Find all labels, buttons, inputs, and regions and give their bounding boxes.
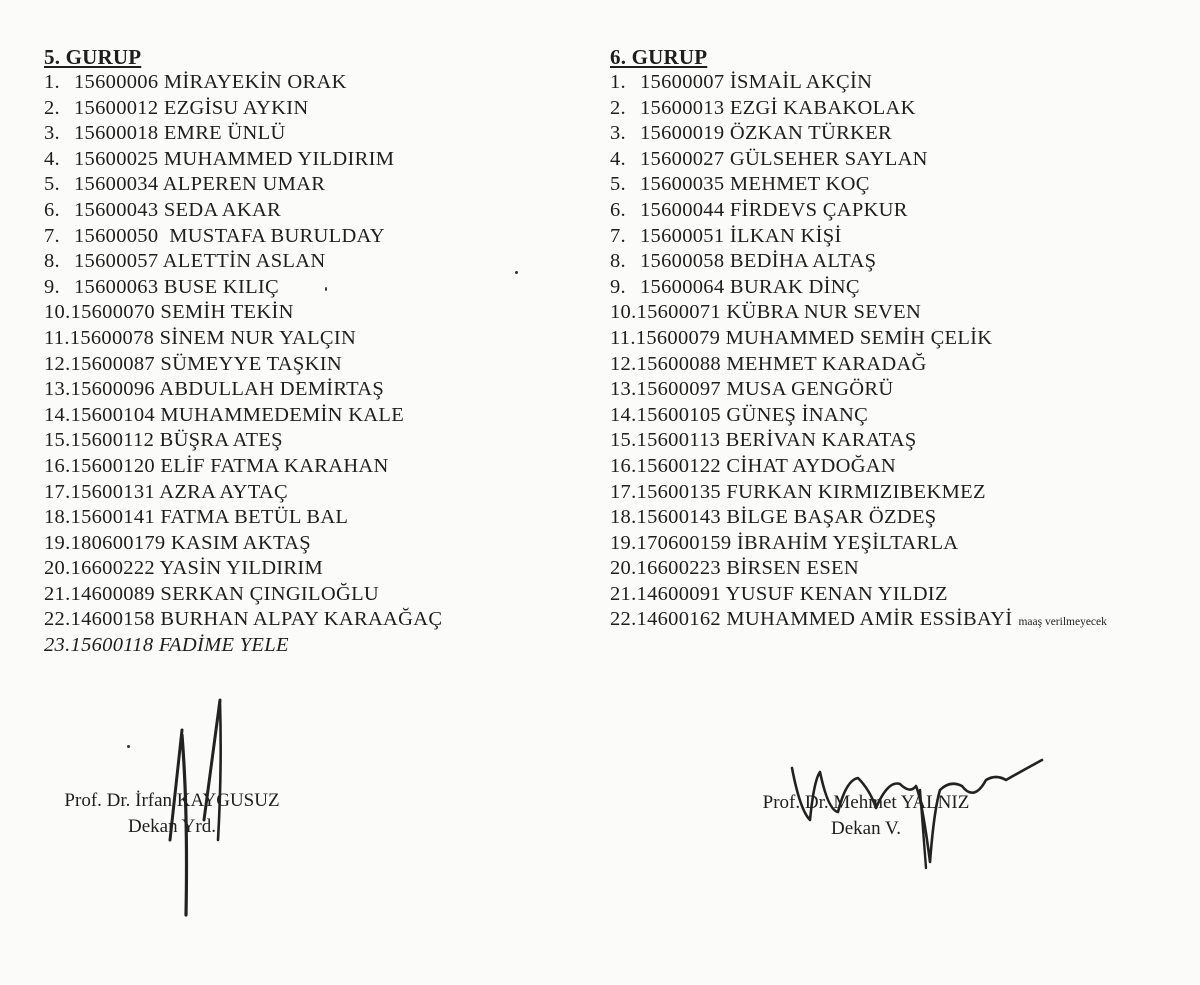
student-name: YASİN YILDIRIM — [159, 557, 324, 580]
group-5-student-row — [44, 377, 584, 403]
student-number: 15600071 — [636, 301, 721, 324]
group-5-student-row — [44, 121, 584, 147]
student-number: 15600063 — [74, 275, 159, 298]
row-number: 14. — [610, 403, 637, 426]
student-name: BİRSEN ESEN — [726, 557, 859, 580]
row-number: 3. — [610, 122, 626, 145]
row-number: 3. — [44, 122, 60, 145]
row-number: 1. — [610, 71, 626, 93]
group-6-student-row — [610, 582, 1195, 608]
group-5-student-row — [44, 224, 584, 250]
student-number: 15600141 — [70, 506, 155, 529]
student-name: FADİME YELE — [158, 634, 289, 657]
student-number: 15600058 — [640, 250, 725, 273]
student-name: ELİF FATMA KARAHAN — [160, 454, 389, 477]
ink-speck — [127, 745, 130, 748]
row-number: 11. — [610, 326, 636, 349]
student-number: 15600135 — [636, 480, 721, 503]
group-5-student-row — [44, 352, 584, 378]
handwritten-note: maaş verilmeyecek — [1018, 616, 1107, 629]
student-number: 15600050 — [74, 224, 159, 247]
row-number: 11. — [44, 326, 70, 349]
student-name: AZRA AYTAÇ — [159, 480, 288, 503]
student-name: ALETTİN ASLAN — [162, 250, 326, 273]
row-number: 12. — [610, 352, 637, 375]
group-5-student-row — [44, 633, 584, 659]
group-6-column — [610, 44, 1195, 633]
signature-block-left — [42, 788, 302, 840]
row-number: 15. — [610, 429, 637, 452]
ink-speck — [325, 287, 327, 291]
row-number: 22. — [610, 608, 637, 631]
student-name: MUHAMMED AMİR ESSİBAYİ — [726, 608, 1013, 631]
row-number: 17. — [610, 480, 637, 503]
student-number: 15600096 — [70, 378, 155, 401]
group-5-student-row — [44, 96, 584, 122]
group-6-student-row — [610, 275, 1195, 301]
student-number: 16600222 — [70, 557, 155, 580]
student-number: 15600057 — [74, 250, 159, 273]
student-number: 15600088 — [636, 352, 721, 375]
student-number: 15600118 — [70, 634, 154, 657]
student-number: 15600018 — [74, 122, 159, 145]
student-name: CİHAT AYDOĞAN — [726, 454, 897, 477]
group-5-student-row — [44, 582, 584, 608]
group-6-student-row — [610, 70, 1195, 96]
row-number: 8. — [610, 250, 626, 273]
student-name: EZGİSU AYKIN — [163, 96, 309, 119]
group-5-student-row — [44, 300, 584, 326]
student-number: 180600179 — [70, 531, 166, 554]
student-number: 14600091 — [636, 582, 721, 605]
student-number: 15600034 — [74, 173, 159, 196]
row-number: 6. — [44, 198, 60, 221]
row-number: 13. — [44, 378, 71, 401]
student-number: 15600143 — [636, 506, 721, 529]
group-6-student-row — [610, 198, 1195, 224]
row-number: 10. — [44, 301, 71, 324]
student-name: MUSTAFA BURULDAY — [163, 224, 385, 247]
student-name: İSMAİL AKÇİN — [729, 71, 873, 93]
group-6-student-row — [610, 121, 1195, 147]
group-5-student-row — [44, 480, 584, 506]
group-6-student-row — [610, 300, 1195, 326]
student-name: ALPEREN UMAR — [162, 173, 326, 196]
student-name: SEDA AKAR — [163, 198, 282, 221]
student-name: BÜŞRA ATEŞ — [159, 429, 283, 452]
student-number: 15600131 — [70, 480, 155, 503]
row-number: 16. — [44, 454, 71, 477]
group-6-student-row — [610, 172, 1195, 198]
row-number: 5. — [44, 173, 60, 196]
group-5-student-row — [44, 326, 584, 352]
group-5-student-row — [44, 172, 584, 198]
student-name: BURHAN ALPAY KARAAĞAÇ — [160, 608, 443, 631]
group-5-student-row — [44, 249, 584, 275]
student-name: ÖZKAN TÜRKER — [729, 122, 892, 145]
student-name: SEMİH TEKİN — [160, 301, 294, 324]
student-number: 15600112 — [70, 429, 155, 452]
student-name: MUHAMMED YILDIRIM — [163, 147, 395, 170]
signatory-name-right: Prof. Dr. Mehmet YALNIZ — [762, 792, 970, 813]
group-6-student-row — [610, 505, 1195, 531]
row-number: 8. — [44, 250, 60, 273]
student-number: 15600120 — [70, 454, 155, 477]
student-name: SİNEM NUR YALÇIN — [159, 326, 357, 349]
student-number: 15600070 — [70, 301, 155, 324]
student-name: MEHMET KARADAĞ — [726, 352, 927, 375]
row-number: 20. — [610, 557, 637, 580]
row-number: 20. — [44, 557, 71, 580]
student-name: FİRDEVS ÇAPKUR — [729, 198, 908, 221]
group-5-student-row — [44, 531, 584, 557]
group-6-student-row — [610, 377, 1195, 403]
signatory-title-left: Dekan Yrd. — [128, 816, 216, 837]
student-number: 15600122 — [636, 454, 721, 477]
row-number: 9. — [610, 275, 626, 298]
signature-block-right — [736, 790, 996, 842]
student-number: 15600104 — [70, 403, 155, 426]
group-6-student-row — [610, 326, 1195, 352]
group-5-student-row — [44, 198, 584, 224]
student-name: BERİVAN KARATAŞ — [725, 429, 917, 452]
group-6-student-row — [610, 428, 1195, 454]
group-5-student-row — [44, 454, 584, 480]
row-number: 2. — [44, 96, 60, 119]
student-name: MUHAMMEDEMİN KALE — [160, 403, 405, 426]
group-6-student-row — [610, 403, 1195, 429]
group-6-student-row — [610, 454, 1195, 480]
row-number: 9. — [44, 275, 60, 298]
row-number: 12. — [44, 352, 71, 375]
student-name: ABDULLAH DEMİRTAŞ — [159, 378, 385, 401]
student-number: 14600162 — [636, 608, 721, 631]
group-5-student-row — [44, 70, 584, 96]
group-6-student-row — [610, 352, 1195, 378]
student-number: 15600043 — [74, 198, 159, 221]
row-number: 14. — [44, 403, 71, 426]
student-name: MİRAYEKİN ORAK — [163, 71, 347, 93]
student-number: 15600051 — [640, 224, 725, 247]
group-5-column — [44, 44, 584, 659]
group-6-student-row — [610, 249, 1195, 275]
student-number: 15600007 — [640, 71, 725, 93]
student-number: 15600025 — [74, 147, 159, 170]
student-name: KASIM AKTAŞ — [170, 531, 311, 554]
row-number: 21. — [610, 582, 637, 605]
student-number: 15600079 — [635, 326, 721, 349]
row-number: 13. — [610, 378, 637, 401]
student-name: FURKAN KIRMIZIBEKMEZ — [726, 480, 986, 503]
row-number: 1. — [44, 71, 60, 93]
group-6-student-row — [610, 531, 1195, 557]
signatory-title-right: Dekan V. — [830, 818, 902, 839]
group-5-list — [44, 70, 584, 659]
group-6-student-row — [610, 96, 1195, 122]
group-6-student-row — [610, 224, 1195, 250]
row-number: 15. — [44, 429, 71, 452]
student-name: İLKAN KİŞİ — [729, 224, 842, 247]
student-name: MEHMET KOÇ — [729, 173, 870, 196]
group-6-student-row — [610, 607, 1195, 633]
ink-speck — [515, 271, 518, 274]
student-name: GÜLSEHER SAYLAN — [729, 147, 928, 170]
group-5-student-row — [44, 147, 584, 173]
row-number: 23. — [44, 634, 71, 657]
row-number: 6. — [610, 198, 626, 221]
row-number: 7. — [610, 224, 626, 247]
row-number: 22. — [44, 608, 71, 631]
group-6-list — [610, 70, 1195, 633]
student-name: YUSUF KENAN YILDIZ — [725, 582, 948, 605]
student-name: BURAK DİNÇ — [729, 275, 860, 298]
group-5-heading: 5. GURUP — [44, 45, 142, 69]
student-number: 15600078 — [69, 326, 155, 349]
student-name: BUSE KILIÇ — [163, 275, 280, 298]
group-5-student-row — [44, 275, 584, 301]
student-name: KÜBRA NUR SEVEN — [726, 301, 922, 324]
row-number: 21. — [44, 582, 71, 605]
student-number: 15600027 — [640, 147, 725, 170]
student-name: FATMA BETÜL BAL — [160, 506, 349, 529]
student-name: SÜMEYYE TAŞKIN — [160, 352, 342, 375]
student-number: 15600035 — [640, 173, 725, 196]
row-number: 16. — [610, 454, 637, 477]
group-5-student-row — [44, 428, 584, 454]
student-name: BİLGE BAŞAR ÖZDEŞ — [726, 506, 937, 529]
student-number: 15600064 — [640, 275, 725, 298]
student-number: 170600159 — [636, 531, 732, 554]
student-number: 14600158 — [70, 608, 155, 631]
row-number: 10. — [610, 301, 637, 324]
group-6-student-row — [610, 147, 1195, 173]
row-number: 18. — [44, 506, 71, 529]
group-5-student-row — [44, 556, 584, 582]
student-number: 15600097 — [636, 378, 721, 401]
student-number: 15600012 — [74, 96, 159, 119]
group-5-student-row — [44, 607, 584, 633]
row-number: 19. — [44, 531, 71, 554]
row-number: 4. — [44, 147, 60, 170]
student-name: BEDİHA ALTAŞ — [729, 250, 877, 273]
row-number: 4. — [610, 147, 626, 170]
student-name: İBRAHİM YEŞİLTARLA — [736, 531, 959, 554]
student-name: MUHAMMED SEMİH ÇELİK — [725, 326, 993, 349]
student-number: 16600223 — [636, 557, 721, 580]
group-5-student-row — [44, 403, 584, 429]
student-name: EZGİ KABAKOLAK — [729, 96, 916, 119]
student-number: 15600019 — [640, 122, 725, 145]
group-5-student-row — [44, 505, 584, 531]
row-number: 18. — [610, 506, 637, 529]
row-number: 7. — [44, 224, 60, 247]
student-name: GÜNEŞ İNANÇ — [726, 403, 869, 426]
student-name: EMRE ÜNLÜ — [163, 122, 286, 145]
row-number: 17. — [44, 480, 71, 503]
group-6-heading: 6. GURUP — [610, 45, 708, 69]
row-number: 5. — [610, 173, 626, 196]
student-number: 15600105 — [636, 403, 721, 426]
student-number: 15600087 — [70, 352, 155, 375]
student-name: SERKAN ÇINGILOĞLU — [160, 582, 380, 605]
student-number: 15600113 — [636, 429, 721, 452]
student-number: 15600013 — [640, 96, 725, 119]
group-6-student-row — [610, 556, 1195, 582]
student-number: 14600089 — [70, 582, 155, 605]
student-number: 15600044 — [640, 198, 725, 221]
row-number: 19. — [610, 531, 637, 554]
student-name: MUSA GENGÖRÜ — [726, 378, 894, 401]
student-number: 15600006 — [74, 71, 159, 93]
group-6-student-row — [610, 480, 1195, 506]
row-number: 2. — [610, 96, 626, 119]
signatory-name-left: Prof. Dr. İrfan KAYGUSUZ — [64, 790, 280, 811]
